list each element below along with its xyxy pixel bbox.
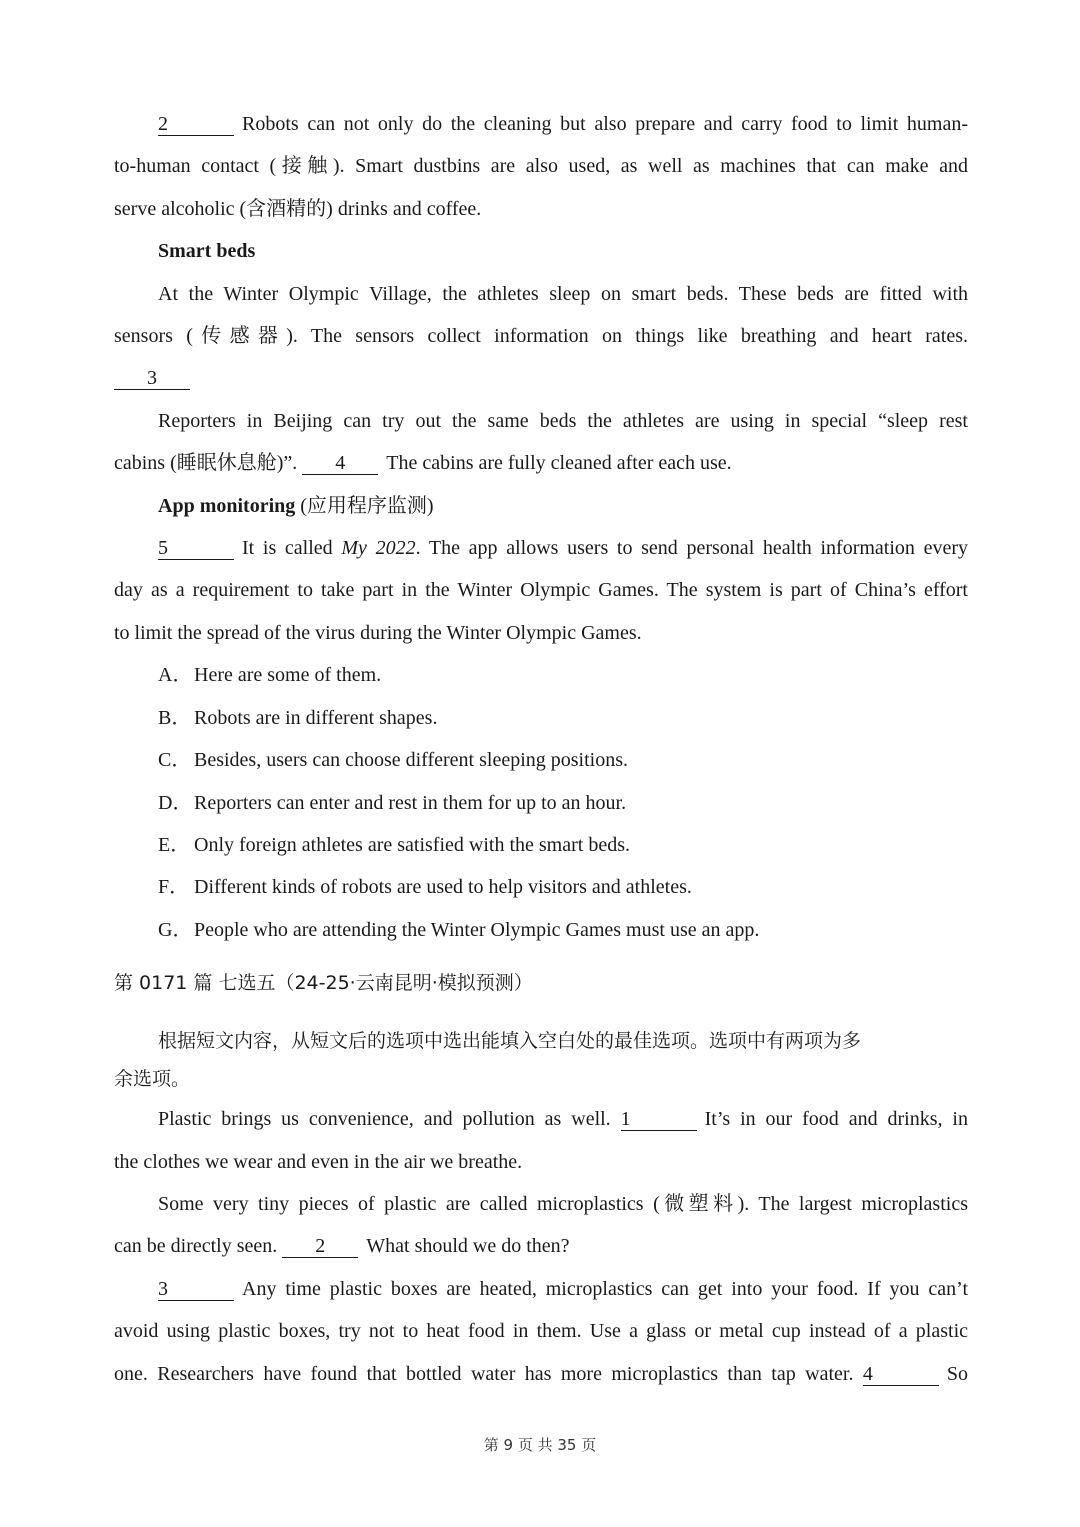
- document-page: [114, 103, 968, 1395]
- text: . The app allows users to send personal health information every: [415, 537, 968, 560]
- page-footer: 第 9 页 共 35 页: [483, 1436, 597, 1454]
- text: So: [946, 1362, 968, 1385]
- text: It’s in our food and drinks, in: [704, 1108, 968, 1131]
- paragraph-line: serve alcoholic (含酒精的) drinks and coffee.: [114, 197, 482, 220]
- section-heading-app-monitoring: [114, 485, 968, 527]
- paragraph-line: sensors (传感器). The sensors collect information on things like breathing and heart rates.: [114, 325, 968, 348]
- paragraph-line: the clothes we wear and even in the air we breathe.: [114, 1150, 523, 1173]
- text: The cabins are fully cleaned after each use.: [386, 452, 732, 475]
- heading-text: App monitoring: [158, 494, 296, 517]
- text: can be directly seen.: [114, 1235, 278, 1258]
- paragraph-line: [114, 527, 968, 569]
- option-e: [114, 824, 968, 866]
- option-letter: C．: [158, 749, 192, 772]
- paragraph-line: Reporters in Beijing can try out the same beds the athletes are using in special “sleep rest: [158, 409, 968, 432]
- answer-blank: 3: [114, 367, 190, 390]
- option-text: Reporters can enter and rest in them for up to an hour.: [194, 791, 627, 814]
- option-letter: D．: [158, 791, 193, 814]
- text: Plastic brings us convenience, and pollution as well.: [158, 1108, 611, 1131]
- app-name: My 2022: [341, 537, 416, 560]
- option-b: [114, 697, 968, 739]
- text: one. Researchers have found that bottled water has more microplastics than tap water.: [114, 1362, 854, 1385]
- text: It is called: [242, 537, 333, 560]
- text: Any time plastic boxes are heated, microplastics can get into your food. If you can’t: [242, 1277, 968, 1300]
- paragraph-line: At the Winter Olympic Village, the athletes sleep on smart beds. These beds are fitted with: [158, 282, 968, 305]
- paragraph-line: [114, 103, 968, 145]
- option-letter: E．: [158, 833, 191, 856]
- paragraph-line: [114, 357, 968, 399]
- text: Robots can not only do the cleaning but also prepare and carry food to limit human-: [242, 113, 968, 135]
- option-g: [114, 909, 968, 951]
- answer-blank: 3: [158, 1278, 234, 1301]
- paragraph-line: [114, 442, 968, 484]
- answer-blank: 4: [863, 1363, 939, 1386]
- paragraph-line: [114, 1098, 968, 1140]
- option-letter: G．: [158, 918, 193, 941]
- option-text: People who are attending the Winter Olympic Games must use an app.: [194, 918, 760, 941]
- text: What should we do then?: [366, 1235, 570, 1258]
- option-letter: B．: [158, 706, 192, 729]
- instructions-line: 根据短文内容，从短文后的选项中选出能填入空白处的最佳选项。选项中有两项为多: [158, 1030, 862, 1053]
- answer-blank: 2: [282, 1235, 358, 1258]
- paragraph-line: [114, 1268, 968, 1310]
- passage-title: 第 0171 篇 七选五（24-25·云南昆明·模拟预测）: [114, 972, 533, 995]
- paragraph-line: day as a requirement to take part in the Winter Olympic Games. The system is part of China’s effort: [114, 579, 968, 602]
- option-text: Robots are in different shapes.: [194, 706, 438, 729]
- option-f: [114, 866, 968, 908]
- option-letter: F．: [158, 876, 190, 899]
- section-heading-smart-beds: Smart beds: [158, 240, 256, 263]
- answer-blank: 1: [621, 1108, 697, 1131]
- text: cabins (睡眠休息舱)”.: [114, 452, 298, 475]
- paragraph-line: Some very tiny pieces of plastic are called microplastics (微塑料). The largest microplastics: [158, 1192, 968, 1215]
- answer-blank: 5: [158, 537, 234, 560]
- paragraph-line: to-human contact (接触). Smart dustbins are also used, as well as machines that can make and: [114, 155, 968, 178]
- paragraph-line: [114, 1225, 968, 1267]
- option-text: Here are some of them.: [194, 664, 382, 687]
- option-c: [114, 739, 968, 781]
- option-a: [114, 654, 968, 696]
- paragraph-line: [114, 1353, 968, 1395]
- option-text: Besides, users can choose different sleeping positions.: [194, 749, 628, 772]
- option-letter: A．: [158, 664, 193, 687]
- instructions-line: 余选项。: [114, 1068, 191, 1091]
- option-text: Different kinds of robots are used to help visitors and athletes.: [194, 876, 692, 899]
- answer-blank: 2: [158, 113, 234, 136]
- option-d: [114, 782, 968, 824]
- answer-blank: 4: [302, 452, 378, 475]
- option-text: Only foreign athletes are satisfied with the smart beds.: [194, 833, 630, 856]
- heading-cn: (应用程序监测): [300, 494, 434, 517]
- paragraph-line: to limit the spread of the virus during the Winter Olympic Games.: [114, 621, 642, 644]
- paragraph-line: avoid using plastic boxes, try not to heat food in them. Use a glass or metal cup instead of a plastic: [114, 1320, 968, 1343]
